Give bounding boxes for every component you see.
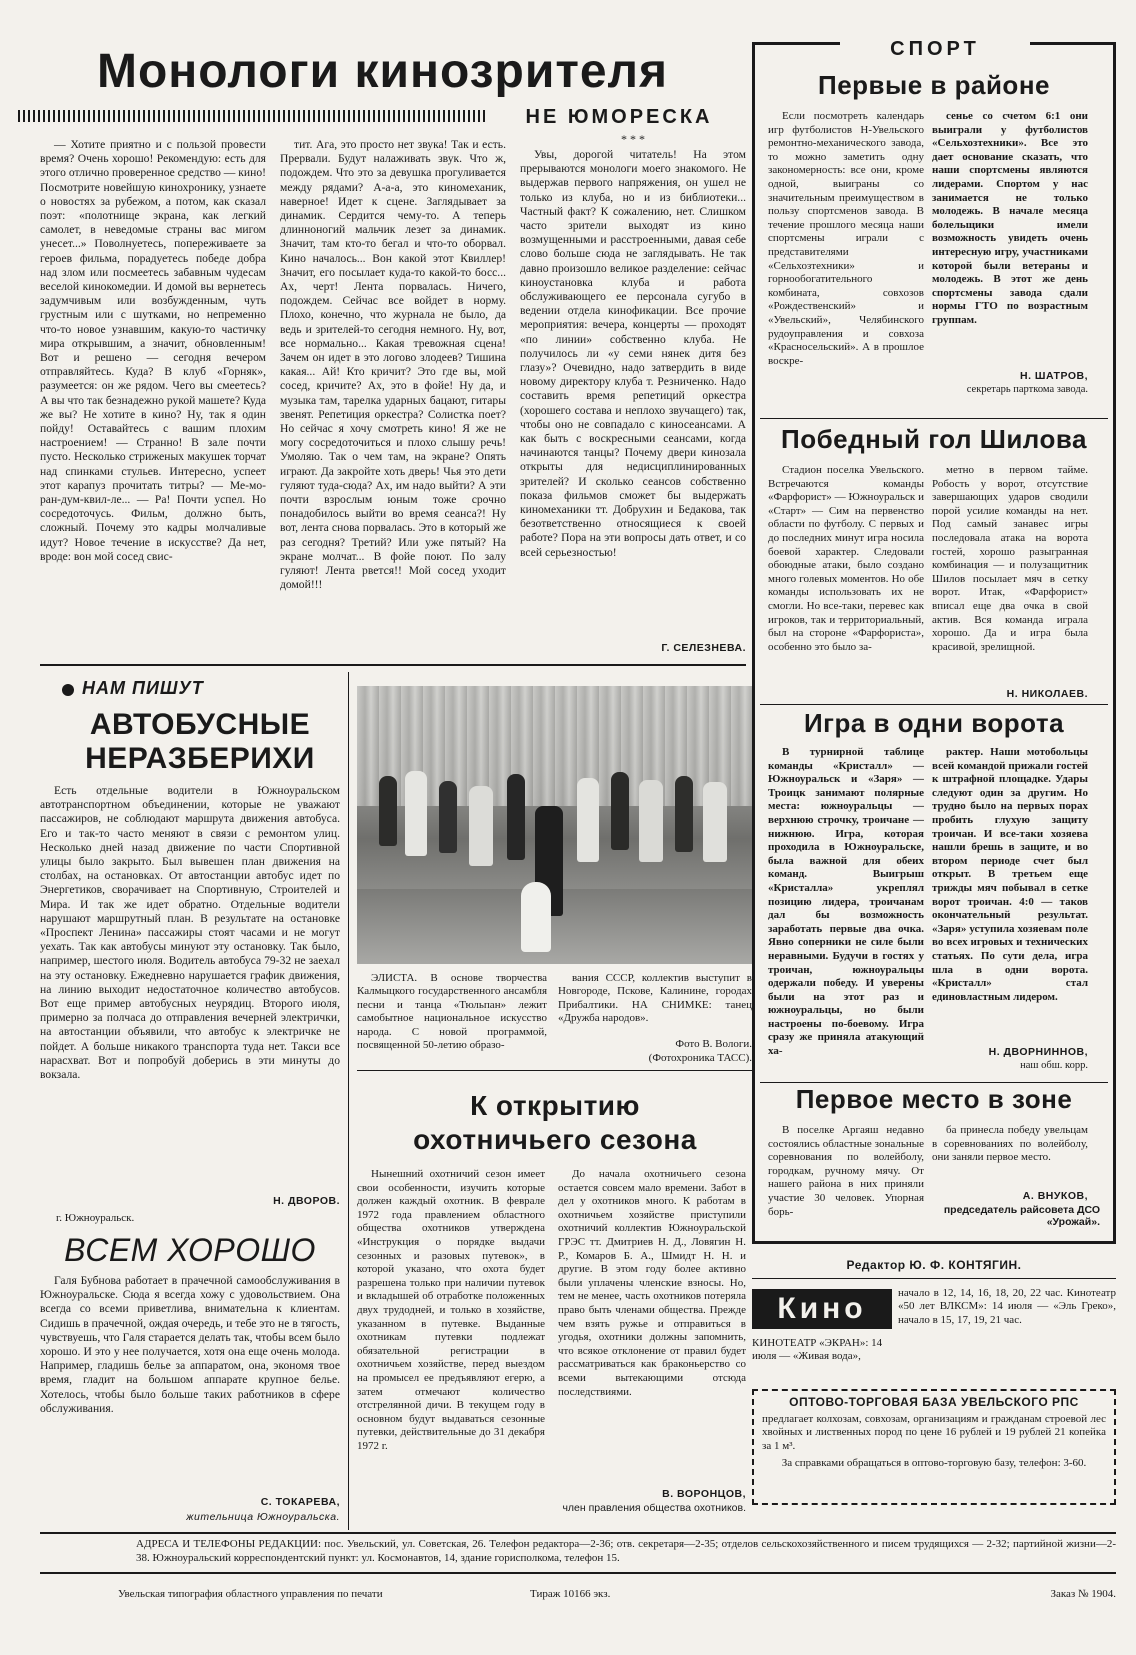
bus-title-line-2: НЕРАЗБЕРИХИ	[85, 742, 315, 775]
sport-art3-text-1: В турнирной таблице команды «Кристалл» — Южноуральск и «Заря» — Троицк занимают полярные места: южноуральцы — верхнюю строчку, троичане — нижнюю. Игра, которая проходила в Южноуральске, была важной для обеих команд. Выигрыш «Кристалла» укреплял позицию лидера, троичанам дал бы возможность заработать первые два очка. Явно соперники не силе были неравными. Будучи в гостях у троичан, южноуральцы одержали победу. И уверены были на этот раз и южноуральцы, но были настроены по-боевому. Игра сразу же приняла атакующий ха-	[768, 746, 924, 1058]
dancer-figure	[521, 882, 551, 952]
sport-art4-title: Первое место в зоне	[795, 1084, 1073, 1114]
sport-art4-text-1: В поселке Аргаяш недавно состоялись областные зональные соревнования по волейболу, городкам, ручному мячу. От нашего района в них приняли участие 30 человек. Упорная борь-	[768, 1124, 924, 1218]
bus-article	[40, 784, 340, 1190]
hunting-title-line-2: охотничьего сезона	[413, 1124, 697, 1155]
photo-caption-2	[558, 972, 752, 1034]
sport-art1-title: Первые в районе	[818, 70, 1050, 100]
footer-printer: Увельская типография областного управления по печати	[118, 1588, 383, 1600]
photo-credit-2: (Фотохроника ТАСС).	[648, 1052, 752, 1064]
sport-art2-title: Победный гол Шилова	[781, 424, 1087, 454]
sport-divider-3	[760, 1082, 1108, 1083]
monologue-text-2: тит. Ага, это просто нет звука! Так и есть. Прервали. Будут налаживать звук. Что ж, подождем. Что это за девушка прогуливается между рядами? А-а-а, это киномеханик, наверное! Идет к сцене. Заглядывает за динамик. Сердится чему-то. А теперь длинноногий мальчик лезет за динамик. Значит, там кто-то бегал и что-то оборвал. Кино началось... Вон какой этот Квиллер! Значит, его посылает куда-то какой-то босс... Ах, черт! Лента порвалась. Ничего, подождем. Сейчас все войдет в норму. Плохо, конечно, что журнала не было, да ведь и зрителей-то сегодня немного. Ну, вот, все нормально... Какая тревожная сцена! Зачем он идет в это логово злодеев? Тишина какая... Ай! Кто кричит? Это где вы, мой сосед, кричите? Ах, это в фойе! Ну да, и музыка там, тарелка ударных бацают, гитары звенят. Репетиция оркестра? Солистка поет? Но сейчас я хочу смотреть кино! Я же не могу сосредоточиться и плохо слышу речь! Умоляю. Так о чем там, на экране? Опять играют. Да закройте хоть дверь! Чья это дети гуляют туда-сюда? Ах, им надо выйти? А эти почти взрослым юным тоже срочно понадобилось выйти во время сеанса?! Ну вот, лента снова порвалась. Это в который же раз сегодня? Третий? Или уже пятый? На экране молчат... В фойе поют. По залу гуляют! Лента рвется!! Мой сосед уходит домой!!!	[280, 138, 506, 592]
sport-art2-col-1	[768, 464, 924, 702]
monologue-col-1	[40, 138, 266, 656]
main-title: Монологи кинозрителя	[97, 45, 669, 98]
wholesale-title: ОПТОВО-ТОРГОВАЯ БАЗА УВЕЛЬСКОГО РПС	[789, 1395, 1079, 1409]
hunting-text-2: До начала охотничьего сезона остается совсем мало времени. Забот в дел у охотников много. К работам в охотничьем хозяйстве приступили охотничий коллектив Южноуральской ГРЭС тт. Дмитриев Н. Д., Ловягин Н. Р., Комаров Б. А., Шмидт Н. Н. и другие. В этом году более активно были уплачены членские взносы. Но, тем не менее, часть охотников потеряла право быть членами общества. Прежде чем взять ружье и отправиться в угодья, охотники должны запомнить, что всякое отклонение от правил будет рассматриваться как браконьерство со всеми вытекающими отсюда последствиями.	[558, 1168, 746, 1398]
hunting-author: В. ВОРОНЦОВ,	[662, 1488, 746, 1500]
footer-rule-top	[40, 1532, 1116, 1534]
sport-art1-col-2	[932, 110, 1088, 364]
bus-article-text: Есть отдельные водители в Южноуральском автотранспортном объединении, которые не уважают пассажиров, не соблюдают маршрута движения автобуса. Его и так-то часто меняют в связи с ремонтом улиц. Несколько дней назад движение по части Спортивной улицы было закрыто. Был вывешен план движения на столбах, на остановках. От автостанции автобус идет по Энергетиков, сворачивает на Спортивную, Строителей и Мира. И так же идет обратно. Отдельные водители нарушают маршрутный план. В результате на остановке «Проспект Ленина» пассажиры стоят часами и не могут уехать. Так как автобусы минуют эту остановку. Так было, например, шестого июля. Водитель автобуса 79-32 не заехал на эту остановку. Ежедневно нарушается график движения, на линию выходит недостаточное количество автобусов. Вот еще пример автобусных неурядиц. Второго июля, примерно за полчаса до отправления вечерней электрички, на автостанции объявили, что автобус к электричке не пойдет. А больше никакого транспорта туда нет. Такси все нарасхват. Вот и попробуй доберись в эти минуты до вокзала.	[40, 784, 340, 1082]
wholesale-text: предлагает колхозам, совхозам, организациям и гражданам строевой лес хвойных и лиственных пород по цене 16 рублей и 19 рублей 21 копейка за 1 м³.	[762, 1413, 1106, 1452]
monologue-author: Г. СЕЛЕЗНЕВА.	[661, 642, 746, 654]
footer-rule-bottom	[40, 1572, 1116, 1574]
dancer-figure	[675, 776, 693, 852]
bus-author: Н. ДВОРОВ.	[273, 1195, 340, 1207]
dancer-figure	[703, 782, 727, 862]
monologue-col-3	[520, 148, 746, 636]
bus-title-line-1: АВТОБУСНЫЕ	[89, 708, 311, 741]
photo-caption-1-text: ЭЛИСТА. В основе творчества Калмыцкого государственного ансамбля песни и танца «Тюльпан» лежит самобытное национальное искусство народа. С новой программой, посвященной 50-летию образо-	[357, 972, 547, 1052]
bus-place: г. Южноуральск.	[56, 1212, 135, 1224]
sport-art2-col-2	[932, 464, 1088, 682]
sport-art3-col-1	[768, 746, 924, 1078]
vsem-author-role: жительница Южноуральска.	[186, 1511, 340, 1523]
hunting-text-1: Нынешний охотничий сезон имеет свои особенности, изучить которые должен каждый охотник. В феврале 1972 года правлением областного общества охотников утверждена «Инструкция о порядке выдачи сезонных и разовых путевок», в которой указано, что охота будет разрешена только при наличии путевок и вкладышей об отработке положенных двух трудодней, и только в хозяйстве, указанном в путевке. Выданные охотникам путевки подлежат обязательной регистрации в охотничьем хозяйстве, перед выездом на промысел ее предъявляют егерю, а затем отмечают количество отстрелянной дичи. В текущем году в основном будут выдаваться сезонные путевки, действительные до 31 декабря 1972 г.	[357, 1168, 545, 1452]
vsem-article	[40, 1274, 340, 1486]
cinema-ekran: КИНОТЕАТР «ЭКРАН»: 14 июля — «Живая вода»,	[752, 1337, 883, 1363]
footer-circulation: Тираж 10166 экз.	[530, 1588, 611, 1600]
editor-line: Редактор Ю. Ф. КОНТЯГИН.	[846, 1258, 1022, 1272]
photo-caption-1	[357, 972, 547, 1064]
subtitle: НЕ ЮМОРЕСКА	[525, 106, 713, 128]
sport-art2-author: Н. НИКОЛАЕВ.	[1006, 688, 1088, 700]
dancer-figure	[469, 786, 493, 866]
bullet-icon	[62, 684, 74, 696]
kino-logo: Кино	[752, 1289, 892, 1329]
divider-letters	[348, 672, 349, 1530]
dancer-figure	[577, 778, 599, 862]
sport-art3-author: Н. ДВОРНИННОВ,	[988, 1046, 1088, 1058]
sport-divider-1	[760, 418, 1108, 419]
wholesale-ad	[752, 1389, 1116, 1505]
sport-art3-title: Игра в одни ворота	[803, 708, 1065, 738]
dancer-figure	[639, 780, 663, 862]
footer-order: Заказ № 1904.	[1050, 1588, 1116, 1600]
footer-address: АДРЕСА И ТЕЛЕФОНЫ РЕДАКЦИИ: пос. Увельский, ул. Советская, 26. Телефон редактора—2-36; отв. секретаря—2-35; отделов сельскохозяйственного и писем трудящихся — 2-32; партийной жизни—2-38. Южноуральский корреспондентский пункт: ул. Космонавтов, 14, здание горисполкома, телефон 15.	[136, 1538, 1116, 1564]
title-hatching	[18, 110, 486, 122]
sport-art4-author: А. ВНУКОВ,	[1022, 1190, 1088, 1202]
monologue-text-1: — Хотите приятно и с пользой провести время? Очень хорошо! Рекомендую: есть для этого отлично проверенное средство — кино! Посмотрите новейшую кинохронику, узнаете о новостях за рубежом, а потом, как сказал поэт: «полотнище экрана, как легкий самолет, в неведомые страны вас мигом унесет...» Поволнуетесь, попереживаете за героев фильма, порадуетесь победе добра над злом или посмеетесь забавным чудесам веселой кинокомедии. И домой вы вернетесь задумчивым или возбужденным, чуть грустным или с шутками, но непременно что-то новое узнавшим, какую-то частичку мира открывшим, а значит, обновленным! Вот и решено — сегодня вечером отправляйтесь. Куда? В клуб «Горняк», разумеется: он же рядом. Чего вы смеетесь? А вы что так безнадежно рукой машете? Куда же вы? Не хотите в кино? Ну, так я один пойду! Оставайтесь с вашим плохим настроением! — Странно! В зале почти пусто. Несколько стриженых макушек торчат над спинками стульев. Интересно, успеет этот карапуз прочитать титры? — Ме-мо-ран-дум-квил-ле... — Ра! Почти успел. Но сосредоточусь. Фильм, должно быть, сложный. Почему это кадры молчаливые идут? Новое течение в искусстве? Да нет, вроде: вон мой сосед свис-	[40, 138, 266, 563]
sport-art2-text-2: метно в первом тайме. Робость у ворот, отсутствие завершающих ударов сводили порой усилие команды на нет. Под самый занавес игры последовала атака на ворота гостей, хорошо разыгранная комбинация — и полузащитник Шилов посылает мяч в сетку ворот. Итак, «Фарфорист» вписал еще два очка в свой актив. Вся команда играла хорошо. Да и игра была красивой, зрелищной.	[932, 464, 1088, 653]
sport-art1-col-1	[768, 110, 924, 408]
dancer-figure	[405, 771, 427, 856]
vsem-author: С. ТОКАРЕВА,	[260, 1496, 340, 1508]
photo-credit-1: Фото В. Вологи.	[675, 1038, 752, 1050]
dancer-figure	[379, 776, 397, 846]
sport-art2-text-1: Стадион поселка Увельского. Встречаются команды «Фарфорист» — Южноуральск и «Старт» — Сим на первенство области по футболу. С первых и до последних минут игра носила боевой характер. Следовали обоюдные атаки, было создано много голевых моментов. Но обе команды использовать их не смогли. Но все-таки, перевес как игроков, так и территориальный, был на стороне «Фарфориста», особенно это было за-	[768, 464, 924, 653]
sport-divider-2	[760, 704, 1108, 705]
sport-art4-author-role: председатель райсовета ДСО «Урожай».	[943, 1204, 1100, 1228]
hunting-author-role: член правления общества охотников.	[562, 1502, 746, 1514]
dancer-figure	[611, 772, 629, 850]
sport-art4-text-2: ба принесла победу увельцам в соревнованиях по волейболу, они заняли первое место.	[932, 1124, 1088, 1164]
sport-art1-author: Н. ШАТРОВ,	[1020, 370, 1088, 382]
vsem-article-text: Галя Бубнова работает в прачечной самообслуживания в Южноуральске. Сюда я всегда хожу с удовольствием. Она всегда со всеми приветлива, внимательна к клиентам. Сидишь в прачечной, ождая очередь, и тебе это не в тягость, чувствуешь, что Галя старается делать так, чтобы всем было хорошо. И это у нее получается, хотя она еще очень молода. Например, гладишь белье за аппаратом, она, экономя твое время, гладит на большом аппарате крупное белье. Хотелось, чтобы было больше таких работников в сфере обслуживания.	[40, 1274, 340, 1415]
monologue-col-2	[280, 138, 506, 656]
letters-rubric: НАМ ПИШУТ	[82, 678, 204, 698]
sport-art3-text-2: рактер. Наши мотобольцы всей командой прижали гостей к штрафной площадке. Удары следуют один за другим. Но трудно было на первых порах пробить глухую защиту троичан. И все-таки хозяева нашли брешь в защите, и во втором периоде счет был открыт. В третьем еще трижды мяч побывал в сетке ворот троичан. 4:0 — таков окончательный результат. «Заря» уступила хозяевам поле во всех игровых и технических статьях. По сути дела, игра шла в одни ворота. «Кристалл» стал единовластным лидером.	[932, 746, 1088, 1003]
hunting-col-1	[357, 1168, 545, 1520]
sport-art3-col-2	[932, 746, 1088, 1042]
editor-divider	[752, 1278, 1116, 1279]
vsem-title: ВСЕМ ХОРОШО	[64, 1232, 316, 1268]
cinema-schedule	[898, 1287, 1116, 1367]
sport-art4-col-1	[768, 1124, 924, 1234]
cinema-section	[752, 1287, 1116, 1383]
sport-art1-text-1: Если посмотреть календарь игр футболистов Н-Увельского ремонтно-механического завода, то можно заметить одну закономерность: все они, кроме одной, выиграны со значительным преимуществом в пользу спортсменов завода. В течение прошлого месяца наши спортсмены играли с представителями «Сельхозтехники» и горнообогатительного комбината, совхозов «Рождественский» и «Увельский», Челябинского рудоуправления и совхоза «Красносельский». А в прошлое воскре-	[768, 110, 924, 367]
hunting-col-2	[558, 1168, 746, 1482]
sport-art3-author-role: наш обш. корр.	[1020, 1060, 1088, 1071]
sport-rubric: СПОРТ	[840, 38, 1030, 61]
cinema-schedule-text: начало в 12, 14, 16, 18, 20, 22 час. Кинотеатр «50 лет ВЛКСМ»: 14 июля — «Эль Греко», начало в 15, 17, 19, 21 час.	[898, 1287, 1116, 1326]
wholesale-contact: За справками обращаться в оптово-торговую базу, телефон: 3-60.	[781, 1457, 1087, 1470]
sport-art1-text-2: сенье со счетом 6:1 они выиграли у футболистов «Сельхозтехники». Все это дает основание сказать, что наши спортсмены являются лидерами. Спортом у нас занимается не только молодежь. В начале месяца болельщики имели возможность увидеть очень интересную игру, участниками которой были ветераны и молодежь. В этот же день спортсмены завода сдали нормы ГТО по возрастным группам.	[932, 110, 1088, 326]
divider-top	[40, 664, 746, 666]
divider-photo	[357, 1070, 753, 1071]
section-stars: * * *	[621, 132, 645, 146]
hunting-title-line-1: К открытию	[470, 1090, 640, 1121]
dance-photo	[357, 686, 753, 964]
sport-art4-col-2	[932, 1124, 1088, 1186]
dancer-figure	[439, 781, 457, 853]
dancer-figure	[507, 774, 525, 860]
sport-art1-author-role: секретарь парткома завода.	[966, 384, 1088, 395]
photo-caption-2-text: вания СССР, коллектив выступит в Новгороде, Пскове, Калинине, городах Прибалтики. НА СНИМКЕ: танец «Дружба народов».	[558, 972, 752, 1025]
monologue-text-3: Увы, дорогой читатель! На этом прерываются монологи моего знакомого. Не выдержав первого напряжения, он ушел не только из клуба, но и из библиотеки... Частный факт? К сожалению, нет. Слишком часто зрители выходят из кино возмущенными и расстроенными, давая себе слово больше сюда не заглядывать. Не так давно произошло великое разделение: сейчас киноустановка клуба и работа обслуживающего ее персонала сугубо в ведении отдела кинофикации. Все прочие мероприятия: вечера, концерты — проходят «по линии» собственно клуба. Не получилось ли «у семи нянек дитя без глазу»? Очевидно, надо затвердить в виде новому директору клуба т. Резниченко. Надо составить время репетиций оркестра (хорошего состава и неплохо звучащего) так, чтобы оно не совпадало с киносеансами. А как быть с воскресными сеансами, когда начинаются танцы? Почему двери кинозала открыты для недисциплинированных зрителей? И сколько сеансов собственно показа фильмов сможет бы выдержать киномеханики тт. Добрухин и Бедакова, так безответственно относящиеся к своей работе? Пора на эти вопросы дать ответ, и со всей серьезностью!	[520, 148, 746, 559]
